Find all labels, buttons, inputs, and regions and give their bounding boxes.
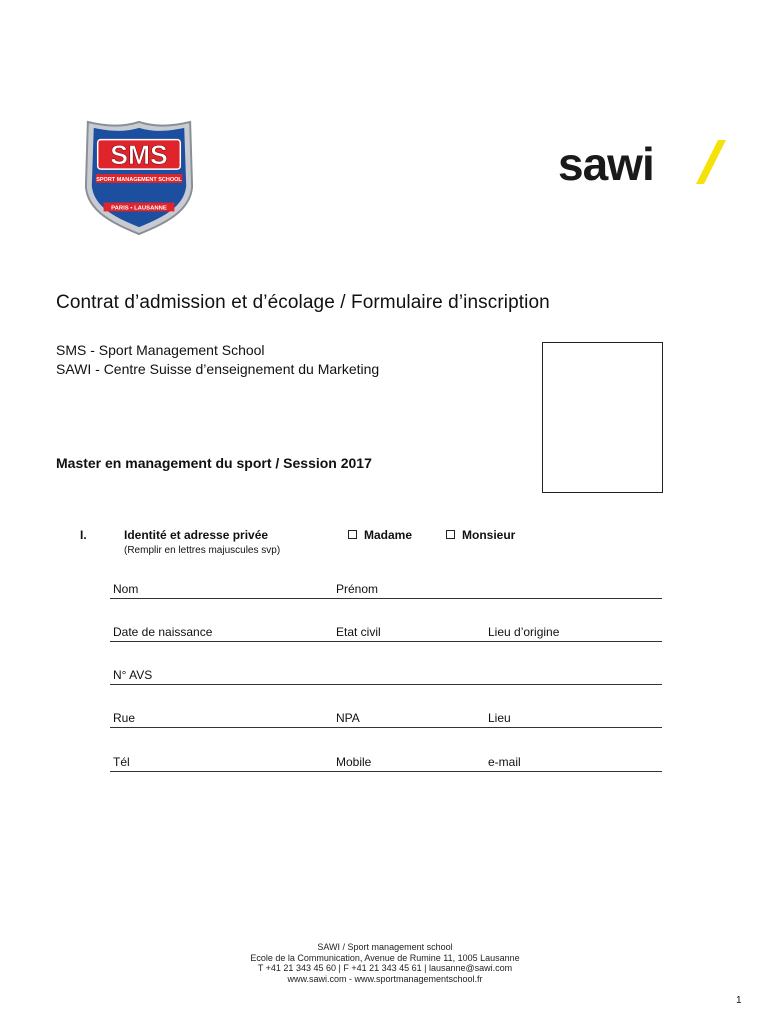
etat-civil-label: Etat civil <box>336 625 381 639</box>
section-title: Identité et adresse privée <box>124 528 269 542</box>
monsieur-label: Monsieur <box>462 528 516 542</box>
madame-checkbox[interactable] <box>348 530 357 539</box>
footer-line: www.sawi.com - www.sportmanagementschool.fr <box>287 973 483 984</box>
email-label: e-mail <box>488 755 521 769</box>
mobile-label: Mobile <box>336 755 372 769</box>
nom-label: Nom <box>113 582 139 596</box>
footer <box>0 942 770 984</box>
field-line[interactable] <box>110 598 662 599</box>
madame-label: Madame <box>364 528 413 542</box>
sms-logo <box>80 118 198 236</box>
form-row-birth <box>110 622 662 642</box>
field-line[interactable] <box>110 727 662 728</box>
sawi-logo <box>558 138 728 186</box>
sms-logo-subtitle: SPORT MANAGEMENT SCHOOL <box>96 176 182 183</box>
form-row-address <box>110 708 662 728</box>
sms-logo-text: SMS <box>110 140 168 171</box>
form-row-avs <box>110 665 662 685</box>
prenom-label: Prénom <box>336 582 379 596</box>
field-line[interactable] <box>110 641 662 642</box>
document-title: Contrat d’admission et d’écolage / Formulaire d’inscription <box>56 292 550 313</box>
npa-label: NPA <box>336 711 360 725</box>
institution-sawi: SAWI - Centre Suisse d’enseignement du Marketing <box>56 361 380 377</box>
sawi-logo-text: sawi <box>558 138 654 186</box>
footer-line: SAWI / Sport management school <box>317 942 453 952</box>
program-title: Master en management du sport / Session 2017 <box>56 455 372 471</box>
photo-box[interactable] <box>542 342 663 493</box>
rue-label: Rue <box>113 711 136 725</box>
date-naissance-label: Date de naissance <box>113 625 213 639</box>
form-row-contact <box>110 752 662 772</box>
lieu-origine-label: Lieu d’origine <box>488 625 560 639</box>
section-number: I. <box>80 528 87 542</box>
lieu-label: Lieu <box>488 711 511 725</box>
section-subtitle: (Remplir en lettres majuscules svp) <box>124 545 281 556</box>
footer-line: T +41 21 343 45 60 | F +41 21 343 45 61 | lausanne@sawi.com <box>257 963 513 973</box>
avs-label: N° AVS <box>113 668 153 682</box>
sms-logo-location: PARIS • LAUSANNE <box>111 205 167 212</box>
field-line[interactable] <box>110 684 662 685</box>
page-number: 1 <box>736 995 742 1006</box>
tel-label: Tél <box>113 755 130 769</box>
form-row-name <box>110 579 662 599</box>
field-line[interactable] <box>110 771 662 772</box>
monsieur-checkbox[interactable] <box>446 530 455 539</box>
institution-sms: SMS - Sport Management School <box>56 342 265 358</box>
footer-line: Ecole de la Communication, Avenue de Rumine 11, 1005 Lausanne <box>250 952 520 963</box>
